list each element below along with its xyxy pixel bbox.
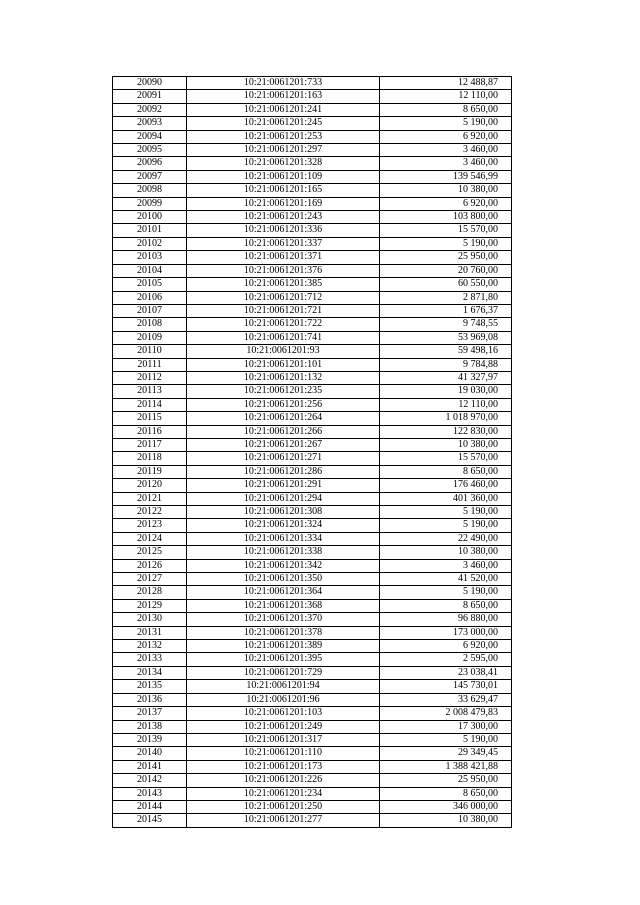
- row-number-cell: 20136: [113, 693, 187, 706]
- amount-cell: 25 950,00: [380, 251, 512, 264]
- row-number-cell: 20095: [113, 144, 187, 157]
- table-row: [113, 506, 512, 519]
- amount-cell: 10 380,00: [380, 546, 512, 559]
- row-number-cell: 20140: [113, 747, 187, 760]
- cadastral-number-cell: 10:21:0061201:249: [187, 720, 380, 733]
- row-number-cell: 20127: [113, 573, 187, 586]
- cadastral-number-cell: 10:21:0061201:741: [187, 331, 380, 344]
- amount-cell: 10 380,00: [380, 814, 512, 827]
- cadastral-number-cell: 10:21:0061201:308: [187, 506, 380, 519]
- cadastral-number-cell: 10:21:0061201:294: [187, 492, 380, 505]
- table-row: [113, 117, 512, 130]
- row-number-cell: 20129: [113, 599, 187, 612]
- row-number-cell: 20105: [113, 278, 187, 291]
- row-number-cell: 20142: [113, 774, 187, 787]
- table-row: [113, 599, 512, 612]
- row-number-cell: 20131: [113, 626, 187, 639]
- table-row: [113, 747, 512, 760]
- row-number-cell: 20091: [113, 90, 187, 103]
- cadastral-number-cell: 10:21:0061201:243: [187, 211, 380, 224]
- cadastral-number-cell: 10:21:0061201:163: [187, 90, 380, 103]
- amount-cell: 10 380,00: [380, 438, 512, 451]
- amount-cell: 59 498,16: [380, 345, 512, 358]
- row-number-cell: 20106: [113, 291, 187, 304]
- cadastral-number-cell: 10:21:0061201:277: [187, 814, 380, 827]
- cadastral-number-cell: 10:21:0061201:103: [187, 707, 380, 720]
- row-number-cell: 20133: [113, 653, 187, 666]
- cadastral-number-cell: 10:21:0061201:250: [187, 800, 380, 813]
- row-number-cell: 20128: [113, 586, 187, 599]
- amount-cell: 3 460,00: [380, 144, 512, 157]
- cadastral-number-cell: 10:21:0061201:729: [187, 666, 380, 679]
- amount-cell: 8 650,00: [380, 787, 512, 800]
- row-number-cell: 20090: [113, 77, 187, 90]
- row-number-cell: 20108: [113, 318, 187, 331]
- row-number-cell: 20115: [113, 412, 187, 425]
- table-row: [113, 184, 512, 197]
- row-number-cell: 20138: [113, 720, 187, 733]
- cadastral-number-cell: 10:21:0061201:368: [187, 599, 380, 612]
- table-row: [113, 814, 512, 827]
- cadastral-number-cell: 10:21:0061201:266: [187, 425, 380, 438]
- table-row: [113, 197, 512, 210]
- cadastral-number-cell: 10:21:0061201:173: [187, 760, 380, 773]
- table-row: [113, 653, 512, 666]
- row-number-cell: 20107: [113, 304, 187, 317]
- amount-cell: 20 760,00: [380, 264, 512, 277]
- table-row: [113, 130, 512, 143]
- cadastral-number-cell: 10:21:0061201:256: [187, 398, 380, 411]
- cadastral-number-cell: 10:21:0061201:169: [187, 197, 380, 210]
- amount-cell: 33 629,47: [380, 693, 512, 706]
- row-number-cell: 20103: [113, 251, 187, 264]
- table-row: [113, 573, 512, 586]
- amount-cell: 5 190,00: [380, 117, 512, 130]
- table-row: [113, 760, 512, 773]
- table-row: [113, 479, 512, 492]
- cadastral-number-cell: 10:21:0061201:342: [187, 559, 380, 572]
- table-row: [113, 452, 512, 465]
- amount-cell: 8 650,00: [380, 465, 512, 478]
- table-row: [113, 331, 512, 344]
- cadastral-number-cell: 10:21:0061201:96: [187, 693, 380, 706]
- table-row: [113, 666, 512, 679]
- amount-cell: 3 460,00: [380, 559, 512, 572]
- table-row: [113, 170, 512, 183]
- table-row: [113, 264, 512, 277]
- table-row: [113, 733, 512, 746]
- cadastral-number-cell: 10:21:0061201:389: [187, 640, 380, 653]
- amount-cell: 1 018 970,00: [380, 412, 512, 425]
- cadastral-number-cell: 10:21:0061201:378: [187, 626, 380, 639]
- row-number-cell: 20110: [113, 345, 187, 358]
- row-number-cell: 20132: [113, 640, 187, 653]
- amount-cell: 12 110,00: [380, 90, 512, 103]
- cadastral-number-cell: 10:21:0061201:226: [187, 774, 380, 787]
- row-number-cell: 20104: [113, 264, 187, 277]
- table-row: [113, 800, 512, 813]
- cadastral-number-cell: 10:21:0061201:245: [187, 117, 380, 130]
- table-row: [113, 438, 512, 451]
- row-number-cell: 20130: [113, 613, 187, 626]
- amount-cell: 15 570,00: [380, 452, 512, 465]
- amount-cell: 346 000,00: [380, 800, 512, 813]
- amount-cell: 401 360,00: [380, 492, 512, 505]
- table-row: [113, 532, 512, 545]
- data-table: [112, 76, 512, 828]
- row-number-cell: 20122: [113, 506, 187, 519]
- amount-cell: 41 520,00: [380, 573, 512, 586]
- row-number-cell: 20118: [113, 452, 187, 465]
- cadastral-number-cell: 10:21:0061201:94: [187, 680, 380, 693]
- amount-cell: 41 327,97: [380, 371, 512, 384]
- row-number-cell: 20126: [113, 559, 187, 572]
- table-body: [113, 77, 512, 828]
- amount-cell: 5 190,00: [380, 237, 512, 250]
- amount-cell: 19 030,00: [380, 385, 512, 398]
- cadastral-number-cell: 10:21:0061201:324: [187, 519, 380, 532]
- cadastral-number-cell: 10:21:0061201:93: [187, 345, 380, 358]
- cadastral-number-cell: 10:21:0061201:235: [187, 385, 380, 398]
- table-row: [113, 412, 512, 425]
- cadastral-number-cell: 10:21:0061201:385: [187, 278, 380, 291]
- row-number-cell: 20098: [113, 184, 187, 197]
- table-row: [113, 492, 512, 505]
- table-row: [113, 157, 512, 170]
- table-row: [113, 251, 512, 264]
- table-row: [113, 358, 512, 371]
- table-row: [113, 787, 512, 800]
- cadastral-number-cell: 10:21:0061201:165: [187, 184, 380, 197]
- cadastral-number-cell: 10:21:0061201:317: [187, 733, 380, 746]
- table-row: [113, 774, 512, 787]
- amount-cell: 10 380,00: [380, 184, 512, 197]
- table-row: [113, 425, 512, 438]
- cadastral-number-cell: 10:21:0061201:101: [187, 358, 380, 371]
- table-row: [113, 103, 512, 116]
- amount-cell: 96 880,00: [380, 613, 512, 626]
- row-number-cell: 20111: [113, 358, 187, 371]
- amount-cell: 2 008 479,83: [380, 707, 512, 720]
- amount-cell: 15 570,00: [380, 224, 512, 237]
- cadastral-number-cell: 10:21:0061201:371: [187, 251, 380, 264]
- amount-cell: 12 488,87: [380, 77, 512, 90]
- amount-cell: 139 546,99: [380, 170, 512, 183]
- amount-cell: 2 595,00: [380, 653, 512, 666]
- table-row: [113, 693, 512, 706]
- amount-cell: 22 490,00: [380, 532, 512, 545]
- row-number-cell: 20093: [113, 117, 187, 130]
- table-row: [113, 559, 512, 572]
- cadastral-number-cell: 10:21:0061201:132: [187, 371, 380, 384]
- cadastral-number-cell: 10:21:0061201:337: [187, 237, 380, 250]
- amount-cell: 173 000,00: [380, 626, 512, 639]
- table-row: [113, 278, 512, 291]
- table-row: [113, 707, 512, 720]
- cadastral-number-cell: 10:21:0061201:733: [187, 77, 380, 90]
- cadastral-number-cell: 10:21:0061201:370: [187, 613, 380, 626]
- row-number-cell: 20145: [113, 814, 187, 827]
- row-number-cell: 20125: [113, 546, 187, 559]
- table-row: [113, 304, 512, 317]
- amount-cell: 2 871,80: [380, 291, 512, 304]
- amount-cell: 1 388 421,88: [380, 760, 512, 773]
- table-row: [113, 385, 512, 398]
- cadastral-number-cell: 10:21:0061201:291: [187, 479, 380, 492]
- cadastral-number-cell: 10:21:0061201:350: [187, 573, 380, 586]
- table-row: [113, 626, 512, 639]
- cadastral-number-cell: 10:21:0061201:253: [187, 130, 380, 143]
- row-number-cell: 20139: [113, 733, 187, 746]
- amount-cell: 145 730,01: [380, 680, 512, 693]
- row-number-cell: 20124: [113, 532, 187, 545]
- row-number-cell: 20116: [113, 425, 187, 438]
- table-row: [113, 211, 512, 224]
- amount-cell: 176 460,00: [380, 479, 512, 492]
- cadastral-number-cell: 10:21:0061201:721: [187, 304, 380, 317]
- row-number-cell: 20117: [113, 438, 187, 451]
- cadastral-number-cell: 10:21:0061201:264: [187, 412, 380, 425]
- amount-cell: 23 038,41: [380, 666, 512, 679]
- cadastral-number-cell: 10:21:0061201:271: [187, 452, 380, 465]
- table-row: [113, 345, 512, 358]
- row-number-cell: 20114: [113, 398, 187, 411]
- table-row: [113, 680, 512, 693]
- row-number-cell: 20144: [113, 800, 187, 813]
- amount-cell: 6 920,00: [380, 197, 512, 210]
- amount-cell: 8 650,00: [380, 599, 512, 612]
- table-row: [113, 237, 512, 250]
- cadastral-number-cell: 10:21:0061201:328: [187, 157, 380, 170]
- table-row: [113, 720, 512, 733]
- cadastral-number-cell: 10:21:0061201:234: [187, 787, 380, 800]
- amount-cell: 3 460,00: [380, 157, 512, 170]
- row-number-cell: 20109: [113, 331, 187, 344]
- amount-cell: 25 950,00: [380, 774, 512, 787]
- cadastral-number-cell: 10:21:0061201:336: [187, 224, 380, 237]
- table-row: [113, 318, 512, 331]
- table-row: [113, 546, 512, 559]
- cadastral-number-cell: 10:21:0061201:109: [187, 170, 380, 183]
- amount-cell: 9 748,55: [380, 318, 512, 331]
- amount-cell: 1 676,37: [380, 304, 512, 317]
- amount-cell: 53 969,08: [380, 331, 512, 344]
- table-row: [113, 224, 512, 237]
- row-number-cell: 20096: [113, 157, 187, 170]
- row-number-cell: 20113: [113, 385, 187, 398]
- cadastral-number-cell: 10:21:0061201:286: [187, 465, 380, 478]
- table-row: [113, 291, 512, 304]
- table-row: [113, 144, 512, 157]
- cadastral-number-cell: 10:21:0061201:334: [187, 532, 380, 545]
- table-row: [113, 465, 512, 478]
- amount-cell: 6 920,00: [380, 130, 512, 143]
- row-number-cell: 20102: [113, 237, 187, 250]
- row-number-cell: 20119: [113, 465, 187, 478]
- table-row: [113, 371, 512, 384]
- amount-cell: 6 920,00: [380, 640, 512, 653]
- amount-cell: 5 190,00: [380, 586, 512, 599]
- table-row: [113, 398, 512, 411]
- amount-cell: 17 300,00: [380, 720, 512, 733]
- row-number-cell: 20121: [113, 492, 187, 505]
- amount-cell: 8 650,00: [380, 103, 512, 116]
- row-number-cell: 20094: [113, 130, 187, 143]
- table-row: [113, 640, 512, 653]
- cadastral-number-cell: 10:21:0061201:395: [187, 653, 380, 666]
- cadastral-number-cell: 10:21:0061201:364: [187, 586, 380, 599]
- row-number-cell: 20101: [113, 224, 187, 237]
- amount-cell: 60 550,00: [380, 278, 512, 291]
- cadastral-number-cell: 10:21:0061201:267: [187, 438, 380, 451]
- amount-cell: 12 110,00: [380, 398, 512, 411]
- row-number-cell: 20120: [113, 479, 187, 492]
- cadastral-number-cell: 10:21:0061201:722: [187, 318, 380, 331]
- table-row: [113, 519, 512, 532]
- table-row: [113, 586, 512, 599]
- table-row: [113, 77, 512, 90]
- amount-cell: 29 349,45: [380, 747, 512, 760]
- table-row: [113, 613, 512, 626]
- row-number-cell: 20137: [113, 707, 187, 720]
- amount-cell: 5 190,00: [380, 733, 512, 746]
- amount-cell: 9 784,88: [380, 358, 512, 371]
- amount-cell: 122 830,00: [380, 425, 512, 438]
- row-number-cell: 20100: [113, 211, 187, 224]
- amount-cell: 5 190,00: [380, 519, 512, 532]
- row-number-cell: 20099: [113, 197, 187, 210]
- row-number-cell: 20097: [113, 170, 187, 183]
- cadastral-number-cell: 10:21:0061201:297: [187, 144, 380, 157]
- amount-cell: 5 190,00: [380, 506, 512, 519]
- amount-cell: 103 800,00: [380, 211, 512, 224]
- row-number-cell: 20092: [113, 103, 187, 116]
- cadastral-number-cell: 10:21:0061201:376: [187, 264, 380, 277]
- cadastral-number-cell: 10:21:0061201:110: [187, 747, 380, 760]
- row-number-cell: 20123: [113, 519, 187, 532]
- cadastral-number-cell: 10:21:0061201:712: [187, 291, 380, 304]
- cadastral-number-cell: 10:21:0061201:338: [187, 546, 380, 559]
- row-number-cell: 20143: [113, 787, 187, 800]
- row-number-cell: 20135: [113, 680, 187, 693]
- row-number-cell: 20112: [113, 371, 187, 384]
- row-number-cell: 20141: [113, 760, 187, 773]
- table-row: [113, 90, 512, 103]
- cadastral-number-cell: 10:21:0061201:241: [187, 103, 380, 116]
- row-number-cell: 20134: [113, 666, 187, 679]
